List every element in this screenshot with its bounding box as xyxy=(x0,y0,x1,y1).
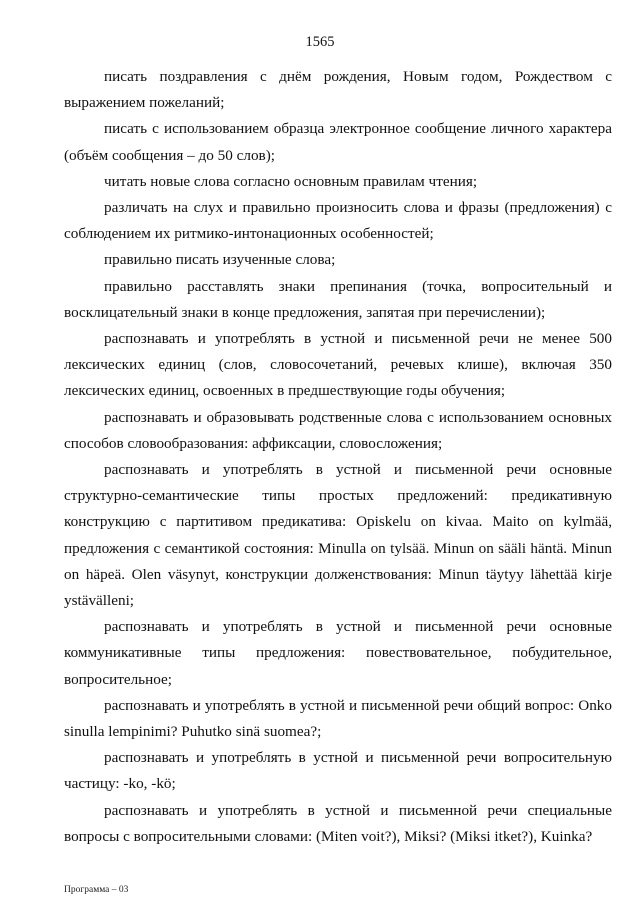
paragraph: читать новые слова согласно основным правилам чтения; xyxy=(104,172,478,190)
paragraph: распознавать и употреблять в устной и письменной речи основные коммуникативные типы предложения: повествовательное, побудительное, вопросительное; xyxy=(64,618,612,688)
body-text xyxy=(64,64,612,850)
paragraph: правильно писать изученные слова; xyxy=(104,251,336,269)
paragraph: распознавать и употреблять в устной и письменной речи основные структурно-семантические типы простых предложений: предикативную конструкцию с партитивом предикатива: Opiskelu on kivaa. Maito on kylmää, предложения с семантикой состояния: Minulla on tylsää. Minun on sääli häntä. Minun on häpeä. Olen väsynyt, конструкции долженствования: Minun täytyy lähettää kirje ystävälleni; xyxy=(64,461,612,610)
paragraph: распознавать и образовывать родственные слова с использованием основных способов словообразования: аффиксации, словосложения; xyxy=(64,408,612,452)
paragraph: распознавать и употреблять в устной и письменной речи вопросительную частицу: -ko, -kö; xyxy=(64,749,612,793)
paragraph: писать с использованием образца электронное сообщение личного характера (объём сообщения – до 50 слов); xyxy=(64,120,612,164)
paragraph: различать на слух и правильно произносить слова и фразы (предложения) с соблюдением их ритмико-интонационных особенностей; xyxy=(64,199,612,243)
paragraph: писать поздравления с днём рождения, Новым годом, Рождеством с выражением пожеланий; xyxy=(64,68,612,112)
paragraph: распознавать и употреблять в устной и письменной речи специальные вопросы с вопросительными словами: (Miten voit?), Miksi? (Miksi itket?), Kuinka? xyxy=(64,801,612,845)
paragraph: правильно расставлять знаки препинания (точка, вопросительный и восклицательный знаки в конце предложения, запятая при перечислении); xyxy=(64,277,612,321)
paragraph: распознавать и употреблять в устной и письменной речи не менее 500 лексических единиц (слов, словосочетаний, речевых клише), включая 350 лексических единиц, освоенных в предшествующие годы обучения; xyxy=(64,330,612,400)
page-number: 1565 xyxy=(305,34,335,50)
paragraph: распознавать и употреблять в устной и письменной речи общий вопрос: Onko sinulla lempinimi? Puhutko sinä suomea?; xyxy=(64,696,612,741)
footer-label: Программа – 03 xyxy=(64,885,129,895)
